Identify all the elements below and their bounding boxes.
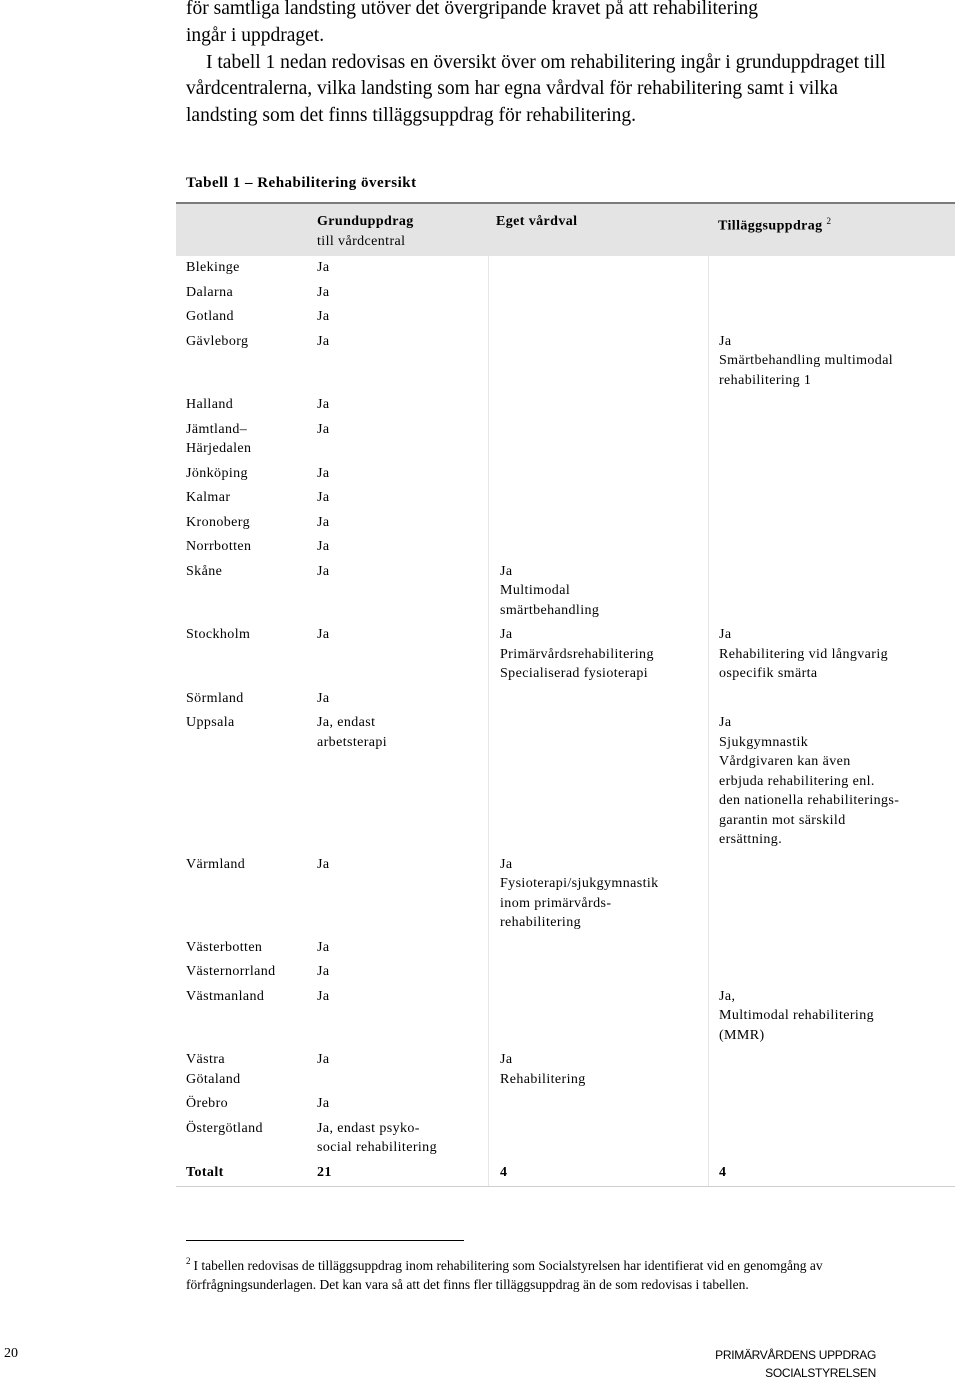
vardval-cell bbox=[488, 623, 708, 687]
table-row bbox=[176, 305, 955, 330]
tillagg-cell bbox=[708, 535, 955, 560]
table-row bbox=[176, 623, 955, 687]
grunduppdrag-cell bbox=[307, 711, 488, 853]
footnote-text: I tabellen redovisas de tilläggsuppdrag inom rehabilitering som Socialstyrelsen har identifierat vid en genomgång av förfrågningsunderlagen. Det kan vara så att det finns fler tilläggsuppdrag än de som redovisas i tabellen. bbox=[186, 1258, 823, 1292]
table-row bbox=[176, 418, 955, 462]
county-cell bbox=[176, 623, 307, 687]
vardval-cell bbox=[488, 418, 708, 462]
intro-paragraph: I tabell 1 nedan redovisas en översikt över om rehabilitering ingår i grunduppdraget till vårdcentralerna, vilka landsting som har egna vårdval för rehabilitering samt i vilka landsting som det finns tilläggsuppdrag för rehabilitering. bbox=[186, 51, 886, 127]
intro-line-2: ingår i uppdraget. bbox=[186, 24, 325, 46]
grunduppdrag-cell bbox=[307, 1048, 488, 1092]
cell-line: Skåne bbox=[186, 563, 223, 579]
table-total-row bbox=[176, 1161, 955, 1188]
tillagg-cell bbox=[708, 711, 955, 853]
cell-line: Stockholm bbox=[186, 627, 251, 642]
county-cell bbox=[176, 535, 307, 560]
vardval-cell bbox=[488, 281, 708, 306]
cell-line: Jönköping bbox=[186, 465, 248, 481]
table-row bbox=[176, 936, 955, 961]
table-row bbox=[176, 281, 955, 306]
vardval-cell bbox=[488, 330, 708, 394]
table-row bbox=[176, 1117, 955, 1161]
vardval-cell bbox=[488, 687, 708, 712]
tillagg-cell bbox=[708, 1048, 955, 1092]
tillagg-cell bbox=[708, 623, 955, 687]
grunduppdrag-cell bbox=[307, 330, 488, 394]
county-cell bbox=[176, 960, 307, 985]
cell-line: Ja bbox=[317, 1096, 330, 1111]
table-title: Tabell 1 – Rehabilitering översikt bbox=[186, 175, 417, 191]
tillagg-cell bbox=[708, 936, 955, 961]
cell-line: Ja bbox=[719, 715, 732, 730]
cell-line: Ja bbox=[317, 333, 330, 349]
cell-line: Ja bbox=[719, 333, 732, 349]
grunduppdrag-cell bbox=[307, 853, 488, 936]
vardval-cell bbox=[488, 305, 708, 330]
grunduppdrag-cell bbox=[307, 462, 488, 487]
table-body bbox=[176, 256, 955, 1161]
cell-line: Sjukgymnastik bbox=[719, 734, 809, 750]
cell-line: Dalarna bbox=[186, 284, 234, 300]
county-cell bbox=[176, 511, 307, 536]
cell-line: Västernorrland bbox=[186, 964, 276, 979]
cell-line: Ja bbox=[317, 421, 330, 437]
grunduppdrag-cell bbox=[307, 687, 488, 712]
grunduppdrag-cell bbox=[307, 418, 488, 462]
cell-line: Multimodal rehabilitering bbox=[719, 1008, 875, 1023]
cell-line: Halland bbox=[186, 397, 234, 412]
cell-line: Ja bbox=[317, 284, 330, 300]
county-cell bbox=[176, 393, 307, 418]
tillagg-cell bbox=[708, 687, 955, 712]
cell-line: Vårdgivaren kan även bbox=[719, 754, 851, 769]
cell-line: Norrbotten bbox=[186, 539, 252, 554]
grunduppdrag-cell bbox=[307, 1117, 488, 1161]
cell-line: Västra bbox=[186, 1052, 225, 1067]
county-cell bbox=[176, 305, 307, 330]
cell-line: Ja bbox=[500, 1052, 513, 1067]
county-cell bbox=[176, 853, 307, 936]
table-row bbox=[176, 711, 955, 853]
vardval-cell bbox=[488, 256, 708, 281]
header-eget-vardval: Eget vårdval bbox=[496, 214, 578, 229]
cell-line: Primärvårdsrehabilitering bbox=[500, 646, 654, 662]
vardval-cell bbox=[488, 393, 708, 418]
cell-line: Rehabilitering vid långvarig bbox=[719, 646, 889, 662]
vardval-cell bbox=[488, 1092, 708, 1117]
cell-line: (MMR) bbox=[719, 1027, 765, 1043]
cell-line: Ja bbox=[317, 514, 330, 530]
county-cell bbox=[176, 936, 307, 961]
cell-line: Västmanland bbox=[186, 988, 265, 1004]
page-number: 20 bbox=[4, 1346, 18, 1361]
county-cell bbox=[176, 1117, 307, 1161]
tillagg-cell bbox=[708, 985, 955, 1049]
running-footer bbox=[715, 1346, 876, 1382]
intro-line-1: för samtliga landsting utöver det övergripande kravet på att rehabilitering bbox=[186, 0, 758, 19]
cell-line: Ja bbox=[317, 856, 330, 872]
cell-line: Ja, endast psyko- bbox=[317, 1120, 420, 1136]
tillagg-cell bbox=[708, 462, 955, 487]
header-county bbox=[176, 204, 307, 256]
table-row bbox=[176, 1092, 955, 1117]
grunduppdrag-cell bbox=[307, 281, 488, 306]
table-row bbox=[176, 462, 955, 487]
vardval-cell bbox=[488, 711, 708, 853]
cell-line: rehabilitering 1 bbox=[719, 372, 812, 388]
cell-line: Ja bbox=[317, 627, 330, 642]
vardval-cell bbox=[488, 853, 708, 936]
table-row bbox=[176, 535, 955, 560]
publication-title: PRIMÄRVÅRDENS UPPDRAG bbox=[715, 1348, 876, 1362]
grunduppdrag-cell bbox=[307, 486, 488, 511]
cell-line: Kronoberg bbox=[186, 514, 250, 530]
vardval-cell bbox=[488, 1117, 708, 1161]
table-row bbox=[176, 511, 955, 536]
publisher-name: SOCIALSTYRELSEN bbox=[765, 1366, 876, 1380]
tillagg-cell bbox=[708, 256, 955, 281]
grunduppdrag-cell bbox=[307, 936, 488, 961]
county-cell bbox=[176, 560, 307, 624]
cell-line: Ja bbox=[317, 309, 330, 324]
cell-line: Ja, bbox=[719, 988, 736, 1004]
cell-line: erbjuda rehabilitering enl. bbox=[719, 773, 875, 789]
cell-line: smärtbehandling bbox=[500, 602, 600, 618]
cell-line: Sörmland bbox=[186, 690, 244, 706]
vardval-cell bbox=[488, 985, 708, 1049]
tillagg-cell bbox=[708, 418, 955, 462]
cell-line: Ja bbox=[317, 964, 330, 979]
grunduppdrag-cell bbox=[307, 623, 488, 687]
cell-line: Rehabilitering bbox=[500, 1071, 586, 1087]
county-cell bbox=[176, 1048, 307, 1092]
vardval-cell bbox=[488, 462, 708, 487]
cell-line: Multimodal bbox=[500, 583, 571, 598]
table-row bbox=[176, 330, 955, 394]
vardval-cell bbox=[488, 511, 708, 536]
cell-line: arbetsterapi bbox=[317, 734, 388, 750]
cell-line: Västerbotten bbox=[186, 939, 263, 955]
table-row bbox=[176, 960, 955, 985]
cell-line: ospecifik smärta bbox=[719, 666, 818, 681]
footnote-divider bbox=[186, 1240, 464, 1241]
cell-line: Ja bbox=[317, 539, 330, 554]
cell-line: Blekinge bbox=[186, 260, 240, 275]
grunduppdrag-cell bbox=[307, 535, 488, 560]
rehabilitation-table bbox=[176, 202, 955, 1187]
tillagg-cell bbox=[708, 853, 955, 936]
tillagg-cell bbox=[708, 393, 955, 418]
cell-line: rehabilitering bbox=[500, 915, 582, 930]
cell-line: Smärtbehandling multimodal bbox=[719, 353, 894, 368]
county-cell bbox=[176, 687, 307, 712]
cell-line: Härjedalen bbox=[186, 441, 252, 456]
cell-line: Ja bbox=[317, 260, 330, 275]
county-cell bbox=[176, 711, 307, 853]
grunduppdrag-cell bbox=[307, 1092, 488, 1117]
cell-line: social rehabilitering bbox=[317, 1140, 437, 1155]
cell-line: Ja, endast bbox=[317, 715, 376, 730]
cell-line: Ja bbox=[317, 490, 330, 505]
cell-line: Värmland bbox=[186, 856, 246, 872]
tillagg-cell bbox=[708, 305, 955, 330]
cell-line: Ja bbox=[317, 1052, 330, 1067]
cell-line: ersättning. bbox=[719, 832, 783, 847]
table-row bbox=[176, 393, 955, 418]
cell-line: Ja bbox=[500, 563, 513, 579]
cell-line: garantin mot särskild bbox=[719, 812, 846, 828]
grunduppdrag-cell bbox=[307, 305, 488, 330]
table-row bbox=[176, 985, 955, 1049]
vardval-cell bbox=[488, 535, 708, 560]
table-header bbox=[176, 202, 955, 256]
total-vardval: 4 bbox=[488, 1161, 708, 1187]
cell-line: Specialiserad fysioterapi bbox=[500, 666, 649, 681]
county-cell bbox=[176, 486, 307, 511]
vardval-cell bbox=[488, 560, 708, 624]
county-cell bbox=[176, 256, 307, 281]
cell-line: Örebro bbox=[186, 1096, 229, 1111]
total-tillagg: 4 bbox=[708, 1161, 955, 1187]
cell-line: Ja bbox=[317, 988, 330, 1004]
grunduppdrag-cell bbox=[307, 511, 488, 536]
total-label: Totalt bbox=[186, 1164, 224, 1180]
cell-line: Götaland bbox=[186, 1071, 241, 1087]
footnote-number: 2 bbox=[186, 1256, 191, 1266]
tillagg-cell bbox=[708, 1092, 955, 1117]
tillagg-cell bbox=[708, 560, 955, 624]
grunduppdrag-cell bbox=[307, 256, 488, 281]
vardval-cell bbox=[488, 1048, 708, 1092]
grunduppdrag-cell bbox=[307, 393, 488, 418]
cell-line: inom primärvårds- bbox=[500, 895, 612, 911]
grunduppdrag-cell bbox=[307, 560, 488, 624]
cell-line: Fysioterapi/sjukgymnastik bbox=[500, 876, 659, 891]
cell-line: Ja bbox=[719, 627, 732, 642]
cell-line: Jämtland– bbox=[186, 421, 248, 437]
county-cell bbox=[176, 462, 307, 487]
cell-line: Ja bbox=[317, 690, 330, 706]
tillagg-cell bbox=[708, 1117, 955, 1161]
county-cell bbox=[176, 1092, 307, 1117]
tillagg-cell bbox=[708, 960, 955, 985]
cell-line: Östergötland bbox=[186, 1120, 263, 1136]
cell-line: Ja bbox=[317, 939, 330, 955]
table-row bbox=[176, 853, 955, 936]
grunduppdrag-cell bbox=[307, 985, 488, 1049]
table-row bbox=[176, 560, 955, 624]
intro-text bbox=[186, 0, 906, 130]
tillagg-cell bbox=[708, 281, 955, 306]
table-row bbox=[176, 1048, 955, 1092]
cell-line: Ja bbox=[317, 563, 330, 579]
county-cell bbox=[176, 985, 307, 1049]
cell-line: den nationella rehabiliterings- bbox=[719, 793, 900, 808]
county-cell bbox=[176, 330, 307, 394]
footnote bbox=[186, 1252, 906, 1294]
header-tillaggsuppdrag: Tilläggsuppdrag $^2$ bbox=[718, 216, 832, 234]
cell-line: Uppsala bbox=[186, 715, 235, 730]
cell-line: Ja bbox=[500, 856, 513, 872]
tillagg-cell bbox=[708, 330, 955, 394]
cell-line: Ja bbox=[317, 465, 330, 481]
tillagg-cell bbox=[708, 511, 955, 536]
county-cell bbox=[176, 418, 307, 462]
grunduppdrag-cell bbox=[307, 960, 488, 985]
cell-line: Gävleborg bbox=[186, 333, 249, 349]
cell-line: Gotland bbox=[186, 309, 234, 324]
tillagg-cell bbox=[708, 486, 955, 511]
header-grunduppdrag: Grunduppdrag till vårdcentral bbox=[317, 214, 414, 249]
cell-line: Ja bbox=[500, 627, 513, 642]
vardval-cell bbox=[488, 486, 708, 511]
vardval-cell bbox=[488, 936, 708, 961]
cell-line: Ja bbox=[317, 397, 330, 412]
total-grund: 21 bbox=[317, 1164, 332, 1180]
table-row bbox=[176, 256, 955, 281]
table-row bbox=[176, 486, 955, 511]
county-cell bbox=[176, 281, 307, 306]
table-row bbox=[176, 687, 955, 712]
vardval-cell bbox=[488, 960, 708, 985]
cell-line: Kalmar bbox=[186, 490, 231, 505]
